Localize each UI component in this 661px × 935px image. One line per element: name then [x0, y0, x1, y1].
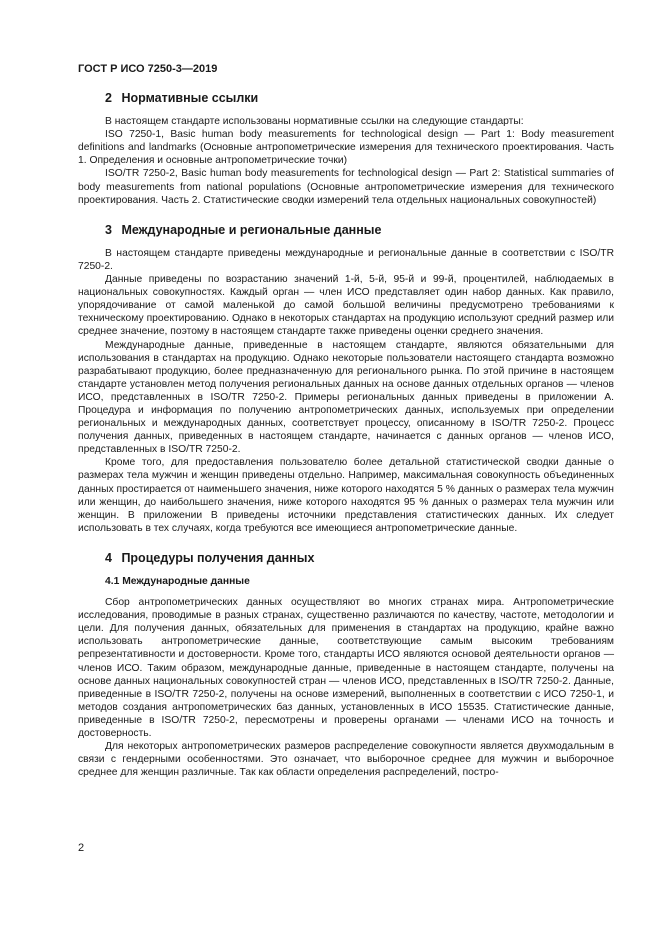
paragraph: Для некоторых антропометрических размеров распределение совокупности является двухмодальным в связи с гендерными особенностями. Это означает, что выборочное среднее для мужчин и выборочное среднее для женщин различные. Так как области определения распределений, постро- [78, 741, 614, 779]
section-number: 3 [105, 222, 112, 237]
page-number: 2 [78, 842, 85, 854]
section-heading-4 [78, 552, 614, 565]
paragraph: Кроме того, для предоставления пользователю более детальной статистической сводки данные о размерах тела мужчин и женщин приведены отдельно. Например, максимальная совокупность объединенных данных простирается от наименьшего значения, ниже которого находятся 5 % данных о размерах тела мужчин или женщин, до наибольшего значения, ниже которого находятся 95 % данных о размерах тела мужчин или женщин. В приложении В приведены источники представления статистических данных. Их следует использовать в тех случаях, когда требуются все имеющиеся антропометрические данные. [78, 457, 614, 534]
section-title: Международные и региональные данные [121, 222, 382, 237]
paragraph: Международные данные, приведенные в настоящем стандарте, являются обязательными для использования в стандартах на продукцию. Однако некоторые пользователи настоящего стандарта возможно разрабатывают продукцию, более предназначенную для регионального рынка. По этой причине в настоящем стандарте установлен метод получения региональных данных на основе данных отдельных органов — членов ИСО, представленных в ISO/TR 7250-2. Примеры региональных данных приведены в приложении А. Процедура и информация по получению антропометрических данных, используемых при определении региональных и международных данных, соответствует процессу, описанному в ISO/TR 7250-2. Процесс получения данных, приведенных в настоящем стандарте, начинается с данных органов — членов ИСО, представленных в ISO/TR 7250-2. [78, 339, 614, 456]
standard-header: ГОСТ Р ИСО 7250-3—2019 [78, 63, 218, 75]
paragraph: В настоящем стандарте приведены международные и региональные данные в соответствии с ISO/TR 7250-2. [78, 247, 614, 272]
paragraph: ISO/TR 7250-2, Basic human body measurements for technological design — Part 2: Statistical summaries of body measurements from national populations (Основные антропометрические измерения для технического проектирования. Часть 2. Статистические сводки измерений тела отдельных национальных совокупностей) [78, 168, 614, 206]
subsection-heading-4-1 [78, 575, 614, 588]
paragraph: Данные приведены по возрастанию значений 1-й, 5-й, 95-й и 99-й, процентилей, наблюдаемых в национальных совокупностях. Каждый орган — член ИСО представляет один набор данных. Как правило, упорядочивание от самой маленькой до самой большой величины предусмотрено требованиями к техническому проектированию. Однако в некоторых стандартах на продукцию используют средний размер или среднее значение, поэтому в настоящем стандарте также приведены оценки среднего значения. [78, 274, 614, 338]
paragraph: В настоящем стандарте использованы нормативные ссылки на следующие стандарты: [105, 116, 524, 128]
subsection-number: 4.1 [105, 576, 120, 587]
section-title: Процедуры получения данных [121, 550, 315, 565]
paragraph: ISO 7250-1, Basic human body measurements for technological design — Part 1: Body measurement definitions and landmarks (Основные антропометрические измерения для технического проектирования. Часть 1. Определения и основные антропометрические точки) [78, 129, 614, 167]
subsection-title: Международные данные [122, 576, 250, 587]
section-heading-3 [78, 224, 614, 237]
section-title: Нормативные ссылки [121, 91, 259, 105]
document-body [78, 92, 614, 779]
section-heading-2 [78, 92, 614, 105]
paragraph: Сбор антропометрических данных осуществляют во многих странах мира. Антропометрические исследования, проводимые в разных странах, существенно различаются по качеству, частоте, методологии и цели. Для получения данных, обязательных для применения в стандартах на продукцию, крайне важно использовать антропометрические данные, соответствующие самым высоким требованиям репрезентативности и достоверности. Кроме того, стандарты ИСО являются основой деятельности органов — членов ИСО. Таким образом, международные данные, приведенные в настоящем стандарте, получены на основе данных национальных совокупностей стран — членов ИСО, представленных в ISO/TR 7250-2. Данные, приведенные в ISO/TR 7250-2, получены на основе измерений, выполненных в соответствии с ИСО 7250-1, и методов создания антропометрических баз данных, установленных в ИСО 15535. Статистические данные, приведенные в ISO/TR 7250-2, пересмотрены и проверены органами — членами ИСО на точность и достоверность. [78, 597, 614, 740]
section-number: 4 [105, 550, 112, 565]
section-number: 2 [105, 91, 112, 105]
